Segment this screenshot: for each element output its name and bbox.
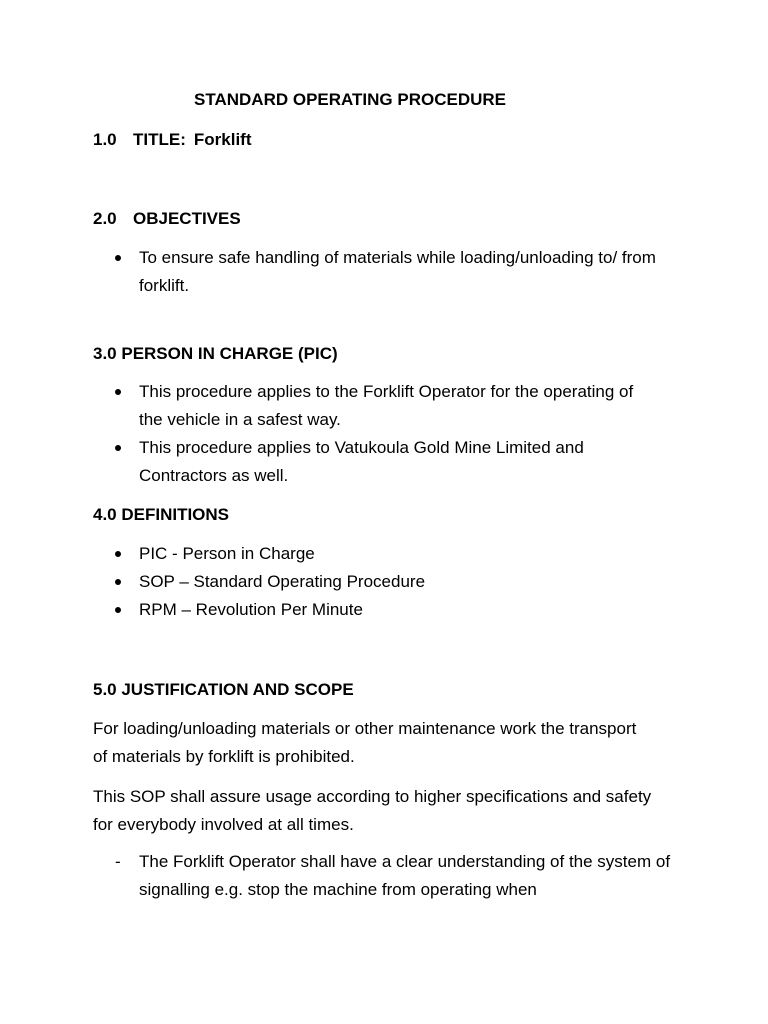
bullet-icon — [115, 579, 121, 585]
section-4-heading: 4.0 DEFINITIONS — [93, 505, 230, 524]
list-item: This procedure applies to Vatukoula Gold Mine Limited and Contractors as well. — [93, 434, 653, 490]
section-1-number: 1.0 — [93, 130, 117, 149]
justification-paragraph-1: For loading/unloading materials or other maintenance work the transport of materials by forklift is prohibited. — [93, 719, 637, 766]
definitions-list — [93, 540, 673, 624]
bullet-icon — [115, 607, 121, 613]
section-1-value: Forklift — [193, 130, 252, 149]
pic-list — [93, 378, 653, 490]
section-2-title: OBJECTIVES — [133, 209, 241, 228]
scope-dash-list — [93, 848, 673, 904]
bullet-icon — [115, 255, 121, 261]
bullet-icon — [115, 445, 121, 451]
list-item: SOP – Standard Operating Procedure — [93, 568, 673, 596]
document-title: STANDARD OPERATING PROCEDURE — [194, 90, 506, 109]
justification-paragraph-2: This SOP shall assure usage according to higher specifications and safety for everybody involved at all times. — [93, 787, 652, 834]
section-2-heading — [93, 208, 241, 230]
section-1-label: TITLE: — [133, 130, 186, 149]
bullet-icon — [115, 551, 121, 557]
list-item: PIC - Person in Charge — [93, 540, 673, 568]
list-item: To ensure safe handling of materials while loading/unloading to/ from forklift. — [93, 244, 663, 300]
list-item: This procedure applies to the Forklift Operator for the operating of the vehicle in a safest way. — [93, 378, 653, 434]
bullet-icon — [115, 389, 121, 395]
section-1-heading — [93, 129, 252, 151]
list-item: - The Forklift Operator shall have a clear understanding of the system of signalling e.g. stop the machine from operating when — [93, 848, 673, 904]
section-3-heading: 3.0 PERSON IN CHARGE (PIC) — [93, 344, 338, 363]
section-5-heading: 5.0 JUSTIFICATION AND SCOPE — [93, 680, 354, 699]
section-2-number: 2.0 — [93, 209, 117, 228]
dash-icon: - — [115, 852, 121, 871]
list-item: RPM – Revolution Per Minute — [93, 596, 673, 624]
objectives-list — [93, 244, 663, 300]
